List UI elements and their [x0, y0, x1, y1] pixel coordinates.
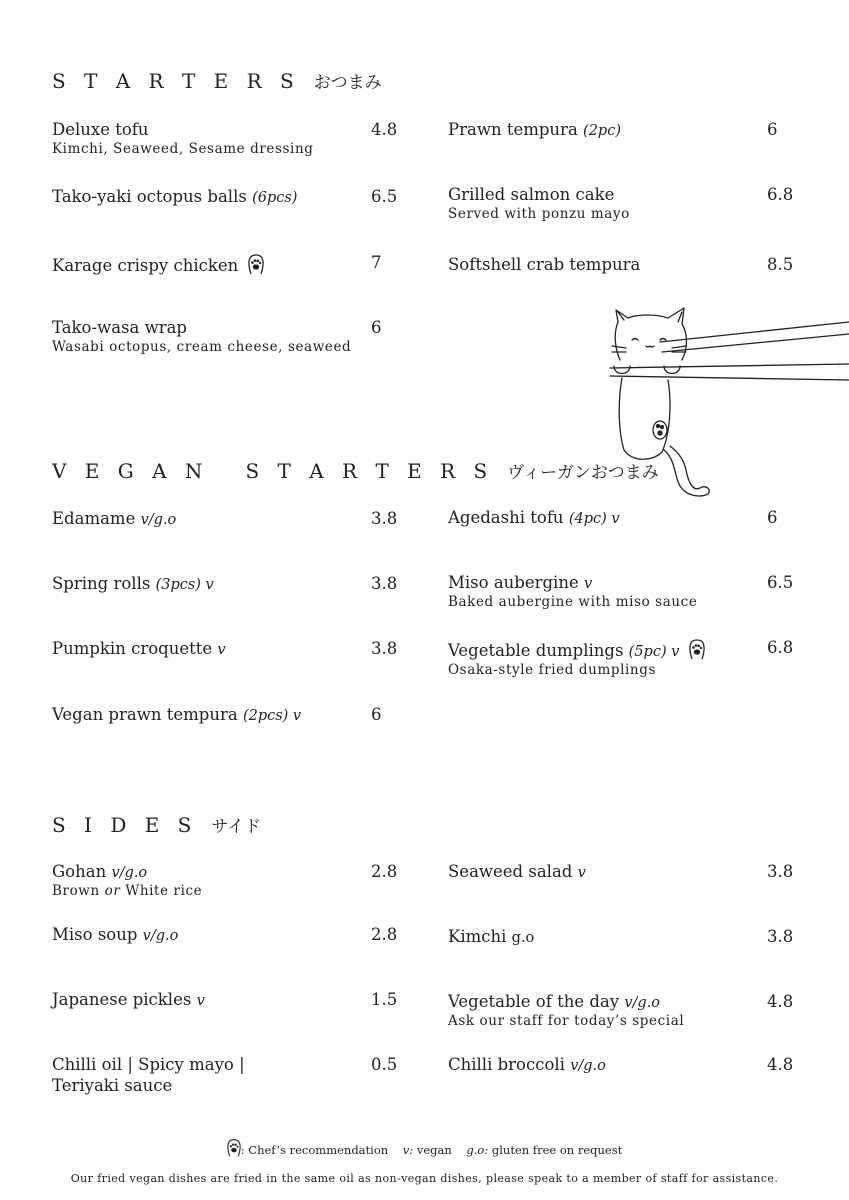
menu-item-salmon-cake	[448, 185, 630, 222]
item-price: 6.8	[767, 638, 794, 657]
item-name-text: Vegetable dumplings	[448, 641, 624, 660]
item-price: 6.5	[767, 573, 794, 592]
section-title-text: S T A R T E R S	[52, 69, 300, 93]
legend-go-key: g.o:	[466, 1143, 489, 1157]
item-price: 3.8	[767, 862, 794, 881]
item-name-text: Tako-yaki octopus balls	[52, 187, 247, 206]
item-qualifier: v	[217, 642, 226, 658]
item-name	[52, 705, 301, 724]
item-name	[448, 573, 697, 592]
item-description: Kimchi, Seaweed, Sesame dressing	[52, 141, 314, 157]
menu-item-miso-soup	[52, 925, 178, 944]
item-qualifier: (5pc) v	[628, 644, 680, 660]
item-name-text: Karage crispy chicken	[52, 256, 239, 275]
item-qualifier: v/g.o	[111, 865, 148, 881]
item-qualifier: (2pc)	[583, 123, 621, 139]
item-price: 3.8	[371, 509, 398, 528]
item-price: 3.8	[371, 574, 398, 593]
section-title-text: V E G A N S T A R T E R S	[52, 459, 494, 483]
item-name	[52, 862, 202, 881]
section-title-jp: サイド	[211, 817, 262, 837]
menu-item-edamame	[52, 509, 176, 528]
item-name	[448, 927, 534, 946]
section-title-jp: ヴィーガンおつまみ	[507, 463, 659, 483]
paw-icon	[227, 1138, 241, 1157]
paw-icon	[248, 253, 264, 275]
item-name: Chilli oil | Spicy mayo |	[52, 1055, 245, 1074]
item-qualifier: v	[583, 576, 593, 592]
item-price: 6	[371, 705, 382, 724]
menu-item-japanese-pickles	[52, 990, 205, 1009]
item-qualifier: v/g.o	[142, 928, 179, 944]
item-qualifier: (6pcs)	[252, 190, 298, 206]
menu-item-vegan-prawn-tempura	[52, 705, 301, 724]
item-name-line2: Teriyaki sauce	[52, 1076, 173, 1095]
item-description: Ask our staff for today’s special	[448, 1013, 685, 1029]
item-name-text: Vegetable of the day	[448, 992, 620, 1011]
item-name	[448, 992, 684, 1011]
item-qualifier: v/g.o	[140, 512, 177, 528]
desc-part: Brown	[52, 883, 100, 899]
menu-item-sauces	[52, 1055, 245, 1095]
item-name: Softshell crab tempura	[448, 255, 641, 274]
item-name-text: Gohan	[52, 862, 107, 881]
item-price: 6	[767, 120, 778, 139]
item-qualifier: g.o	[511, 930, 535, 946]
item-name	[52, 925, 178, 944]
item-qualifier: v	[577, 865, 586, 881]
menu-item-chilli-broccoli	[448, 1055, 606, 1074]
legend-v-label: vegan	[416, 1143, 452, 1157]
item-name-text: Seaweed salad	[448, 862, 573, 881]
item-name-text: Japanese pickles	[52, 990, 192, 1009]
item-price: 6.8	[767, 185, 794, 204]
item-qualifier: (4pc) v	[568, 511, 620, 527]
menu-item-seaweed-salad	[448, 862, 586, 881]
menu-item-vegetable-dumplings	[448, 638, 705, 678]
item-price: 0.5	[371, 1055, 398, 1074]
item-qualifier: v/g.o	[624, 995, 661, 1011]
menu-item-deluxe-tofu	[52, 120, 314, 157]
item-name	[52, 509, 176, 528]
item-price: 3.8	[371, 639, 398, 658]
item-name-text: Chilli broccoli	[448, 1055, 565, 1074]
menu-item-spring-rolls	[52, 574, 214, 593]
menu-item-karage	[52, 253, 264, 275]
item-name	[448, 1055, 606, 1074]
section-title-text: S I D E S	[52, 813, 198, 837]
item-qualifier: (3pcs) v	[155, 577, 214, 593]
item-price: 2.8	[371, 925, 398, 944]
item-name	[448, 862, 586, 881]
item-qualifier: v/g.o	[570, 1058, 606, 1074]
desc-or: or	[104, 883, 121, 899]
section-title-vegan-starters	[52, 458, 659, 483]
menu-item-gohan	[52, 862, 202, 899]
item-name-text: Prawn tempura	[448, 120, 578, 139]
item-name-text: Spring rolls	[52, 574, 151, 593]
menu-item-pumpkin-croquette	[52, 639, 226, 658]
item-price: 2.8	[371, 862, 398, 881]
menu-item-kimchi	[448, 927, 534, 946]
item-name: Grilled salmon cake	[448, 185, 615, 204]
item-name-text: Vegan prawn tempura	[52, 705, 238, 724]
item-name-text: Kimchi	[448, 927, 507, 946]
item-price: 4.8	[767, 1055, 794, 1074]
item-name-text: Miso aubergine	[448, 573, 579, 592]
item-name-text: Pumpkin croquette	[52, 639, 213, 658]
menu-item-prawn-tempura	[448, 120, 621, 139]
item-qualifier: (2pcs) v	[242, 708, 302, 724]
item-name-text: Agedashi tofu	[448, 508, 564, 527]
paw-icon	[689, 638, 705, 660]
item-price: 3.8	[767, 927, 794, 946]
menu-item-takoyaki	[52, 187, 297, 206]
item-qualifier: v	[196, 993, 205, 1009]
menu-item-softshell-crab	[448, 255, 640, 274]
item-price: 6.5	[371, 187, 398, 206]
item-description	[52, 883, 202, 899]
item-price: 7	[371, 253, 382, 272]
item-name-text: Miso soup	[52, 925, 138, 944]
item-description: Baked aubergine with miso sauce	[448, 594, 698, 610]
legend-v-key: v:	[402, 1143, 414, 1157]
legend-go-label: gluten free on request	[491, 1143, 623, 1157]
menu-item-vegetable-of-the-day	[448, 992, 684, 1029]
item-name	[52, 574, 214, 593]
item-name: Tako-wasa wrap	[52, 318, 187, 337]
item-price: 6	[371, 318, 382, 337]
allergen-note: Our fried vegan dishes are fried in the same oil as non-vegan dishes, please speak to a member of staff for assistance.	[70, 1172, 779, 1185]
item-price: 8.5	[767, 255, 794, 274]
item-name	[448, 120, 621, 139]
item-name	[52, 187, 297, 206]
item-name: Deluxe tofu	[52, 120, 149, 139]
item-name	[448, 508, 620, 527]
legend	[0, 1138, 849, 1157]
item-description: Osaka-style fried dumplings	[448, 662, 656, 678]
item-price: 4.8	[371, 120, 398, 139]
section-title-sides	[52, 812, 261, 837]
item-description: Wasabi octopus, cream cheese, seaweed	[52, 339, 352, 355]
section-title-starters	[52, 68, 382, 93]
item-name	[52, 990, 205, 1009]
menu-item-miso-aubergine	[448, 573, 697, 610]
item-price: 1.5	[371, 990, 398, 1009]
item-description: Served with ponzu mayo	[448, 206, 630, 222]
menu-item-takowasa	[52, 318, 351, 355]
item-name	[52, 253, 264, 275]
desc-part: White rice	[125, 883, 203, 899]
menu-item-agedashi-tofu	[448, 508, 620, 527]
item-price: 6	[767, 508, 778, 527]
legend-chef: : Chef’s recommendation	[240, 1143, 389, 1157]
item-name	[448, 638, 705, 660]
item-name-text: Edamame	[52, 509, 136, 528]
item-price: 4.8	[767, 992, 794, 1011]
item-name	[52, 639, 226, 658]
section-title-jp: おつまみ	[313, 73, 382, 93]
